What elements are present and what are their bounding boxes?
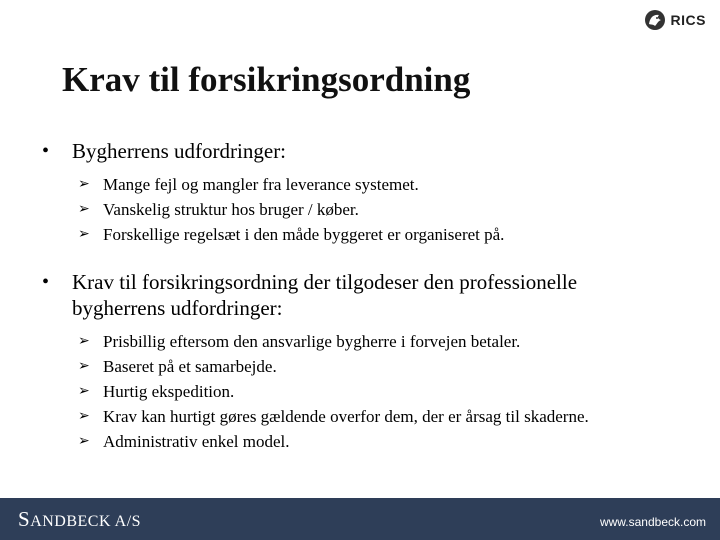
arrow-bullet-icon: ➢	[78, 358, 90, 374]
list-item: ➢ Mange fejl og mangler fra leverance systemet.	[0, 172, 720, 197]
sub-list-2	[0, 329, 720, 454]
footer-bar	[0, 498, 720, 540]
list-item: ➢ Hurtig ekspedition.	[0, 379, 720, 404]
arrow-bullet-icon: ➢	[78, 383, 90, 399]
footer-url[interactable]: www.sandbeck.com	[599, 515, 706, 529]
arrow-bullet-icon: ➢	[78, 176, 90, 192]
list-item: ➢ Vanskelig struktur hos bruger / køber.	[0, 197, 720, 222]
arrow-bullet-icon: ➢	[78, 201, 90, 217]
arrow-bullet-icon: ➢	[78, 226, 90, 242]
lion-emblem-icon	[643, 8, 667, 32]
arrow-bullet-icon: ➢	[78, 433, 90, 449]
footer-brand: SANDBECK A/S	[18, 507, 142, 531]
list-item: ➢ Krav kan hurtigt gøres gældende overfor dem, der er årsag til skaderne.	[0, 404, 720, 429]
list-item: ➢ Forskellige regelsæt i den måde byggeret er organiseret på.	[0, 222, 720, 247]
bullet-heading: Bygherrens udfordringer:	[72, 139, 287, 163]
slide-title: Krav til forsikringsordning	[62, 60, 471, 99]
sub-list-1	[0, 172, 720, 247]
bullet-dot-icon: •	[42, 271, 50, 293]
list-item: ➢ Baseret på et samarbejde.	[0, 354, 720, 379]
bullet-dot-icon: •	[42, 140, 50, 162]
bullet-section-2	[0, 269, 672, 321]
bullet-heading: Krav til forsikringsordning der tilgodeser den professionelle bygherrens udfordringer:	[72, 270, 578, 320]
list-item: ➢ Prisbillig eftersom den ansvarlige bygherre i forvejen betaler.	[0, 329, 720, 354]
arrow-bullet-icon: ➢	[78, 333, 90, 349]
arrow-bullet-icon: ➢	[78, 408, 90, 424]
list-item: ➢ Administrativ enkel model.	[0, 429, 720, 454]
bullet-section-1	[0, 138, 672, 164]
logo-text: RICS	[670, 12, 706, 28]
rics-logo	[643, 8, 706, 32]
slide-content	[0, 138, 720, 454]
